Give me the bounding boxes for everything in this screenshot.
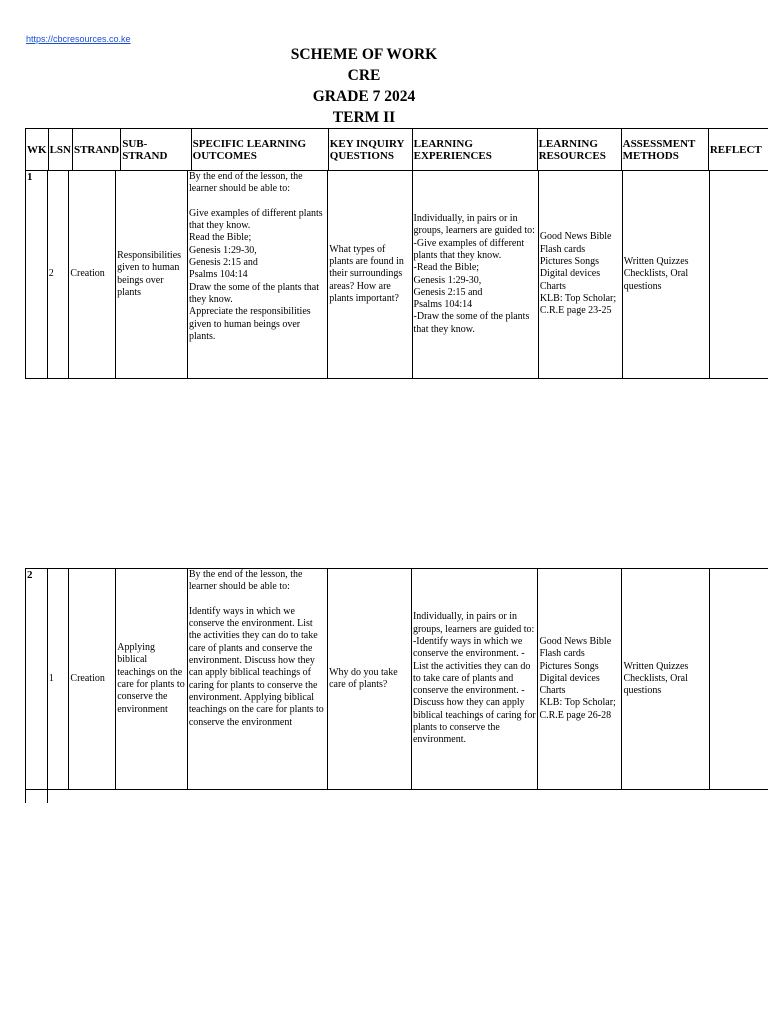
- cell-sub-strand: Applying biblical teachings on the care for plants to conserve the environment: [116, 569, 188, 790]
- title-subject: CRE: [347, 67, 381, 84]
- cell-learning-resources: Good News Bible Flash cards Pictures Songs Digital devices Charts KLB: Top Scholar; C.R.E page 23-25: [538, 171, 622, 379]
- header-assessment-methods: ASSESSMENT METHODS: [621, 129, 708, 171]
- cell-reflection: [709, 171, 768, 379]
- table-border-left: [25, 789, 26, 803]
- cell-assessment-methods: Written Quizzes Checklists, Oral questions: [622, 171, 709, 379]
- cbcresources-link[interactable]: https://cbcresources.co.ke: [26, 34, 131, 44]
- cell-lesson: 1: [47, 569, 69, 790]
- scheme-row-week-2: [25, 568, 768, 790]
- table-border-inner: [47, 789, 48, 803]
- cell-learning-experiences: Individually, in pairs or in groups, learners are guided to: -Identify ways in which we conserve the environment. - List the activities they can do to take care of plants and conserve the environment. - Discuss how they can apply biblical teachings of caring for plants to conserve the environment.: [411, 569, 538, 790]
- title-grade: GRADE 7 2024: [312, 88, 416, 105]
- cell-reflection: [709, 569, 768, 790]
- cell-learning-resources: Good News Bible Flash cards Pictures Songs Digital devices Charts KLB: Top Scholar; C.R.E page 26-28: [538, 569, 622, 790]
- cell-sub-strand: Responsibilities given to human beings over plants: [116, 171, 188, 379]
- header-key-inquiry-questions: KEY INQUIRY QUESTIONS: [328, 129, 412, 171]
- header-specific-learning-outcomes: SPECIFIC LEARNING OUTCOMES: [191, 129, 328, 171]
- cell-strand: Creation: [69, 569, 116, 790]
- header-lsn: LSN: [48, 129, 72, 171]
- cell-learning-outcomes: By the end of the lesson, the learner should be able to: Identify ways in which we conserve the environment. List the activities they can do to take care of plants and conserve the environment. Discuss how they can apply biblical teachings of caring for plants to conserve the environment. Applying biblical teachings on the care for plants to conserve the environment: [187, 569, 327, 790]
- cell-learning-outcomes: By the end of the lesson, the learner should be able to: Give examples of different plants that they know. Read the Bible; Genesis 1:29-30, Genesis 2:15 and Psalms 104:14 Draw the some of the plants that they know. Appreciate the responsibilities given to human beings over plants.: [188, 171, 328, 379]
- cell-inquiry-questions: Why do you take care of plants?: [328, 569, 412, 790]
- title-scheme: SCHEME OF WORK: [290, 46, 438, 63]
- document-title: [0, 44, 728, 128]
- table-border-bottom: [47, 789, 768, 790]
- header-sub-strand: SUB-STRAND: [121, 129, 191, 171]
- cell-lesson: 2: [47, 171, 69, 379]
- header-wk: WK: [26, 129, 49, 171]
- cell-strand: Creation: [69, 171, 116, 379]
- header-learning-resources: LEARNING RESOURCES: [537, 129, 621, 171]
- header-reflection: REFLECT: [708, 129, 768, 171]
- cell-learning-experiences: Individually, in pairs or in groups, learners are guided to: -Give examples of different plants that they know. -Read the Bible; Genesis 1:29-30, Genesis 2:15 and Psalms 104:14 -Draw the some of the plants that they know.: [412, 171, 538, 379]
- scheme-table-header: [25, 128, 768, 171]
- cell-inquiry-questions: What types of plants are found in their surroundings areas? How are plants important?: [328, 171, 412, 379]
- scheme-row-week-1: [25, 170, 768, 379]
- header-learning-experiences: LEARNING EXPERIENCES: [412, 129, 537, 171]
- title-term: TERM II: [332, 109, 396, 126]
- cell-assessment-methods: Written Quizzes Checklists, Oral questions: [622, 569, 709, 790]
- cell-week: 1: [26, 171, 48, 379]
- header-strand: STRAND: [72, 129, 120, 171]
- cell-week: 2: [26, 569, 48, 790]
